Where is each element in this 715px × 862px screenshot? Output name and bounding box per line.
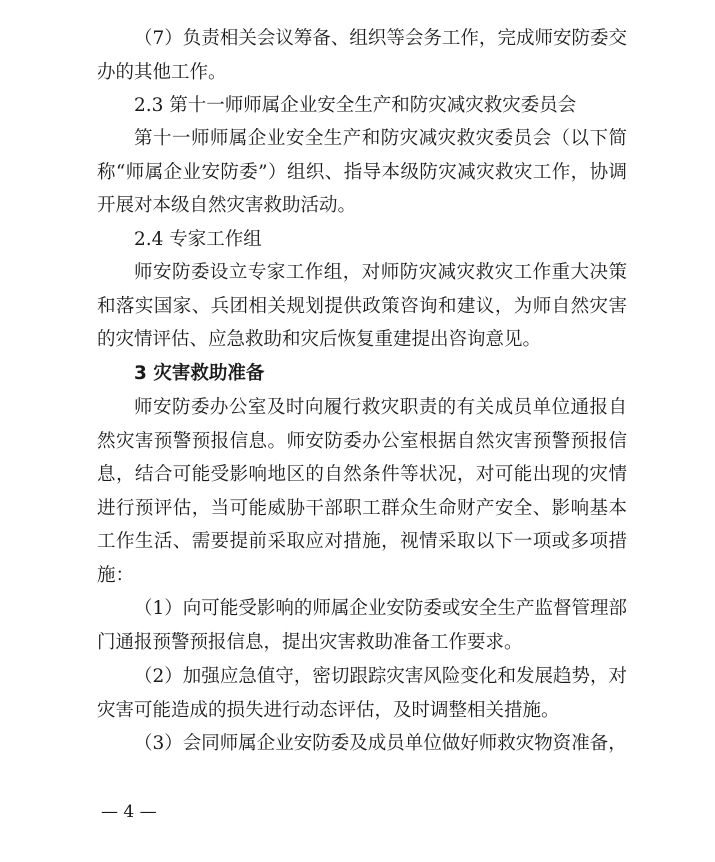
paragraph-measure-1: （1）向可能受影响的师属企业安防委或安全生产监督管理部门通报预警预报信息，提出灾害救助准备工作要求。 [97,598,627,653]
paragraph-2-3-body: 第十一师师属企业安全生产和防灾减灾救灾委员会（以下简称“师属企业安防委”）组织、指导本级防灾减灾救灾工作，协调开展对本级自然灾害救助活动。 [97,128,627,217]
section-heading-2-3: 2.3 第十一师师属企业安全生产和防灾减灾救灾委员会 [134,95,577,116]
paragraph-2-4-body: 师安防委设立专家工作组，对师防灾减灾救灾工作重大决策和落实国家、兵团相关规划提供政策咨询和建议，为师自然灾害的灾情评估、应急救助和灾后恢复重建提出咨询意见。 [97,262,627,351]
paragraph-measure-2: （2）加强应急值守，密切跟踪灾害风险变化和发展趋势，对灾害可能造成的损失进行动态评估，及时调整相关措施。 [97,666,627,721]
page-number: — 4 — [101,802,157,822]
paragraph-duty-7: （7）负责相关会议筹备、组织等会务工作，完成师安防委交办的其他工作。 [97,28,627,83]
paragraph-3-body: 师安防委办公室及时向履行救灾职责的有关成员单位通报自然灾害预警预报信息。师安防委办公室根据自然灾害预警预报信息，结合可能受影响地区的自然条件等状况，对可能出现的灾情进行预评估，当可能威胁干部职工群众生命财产安全、影响基本工作生活、需要提前采取应对措施，视情采取以下一项或多项措施： [97,397,627,586]
section-heading-2-4: 2.4 专家工作组 [134,229,262,250]
section-heading-3: 3 灾害救助准备 [134,363,265,384]
paragraph-measure-3: （3）会同师属企业安防委及成员单位做好师救灾物资准备， [134,733,627,754]
